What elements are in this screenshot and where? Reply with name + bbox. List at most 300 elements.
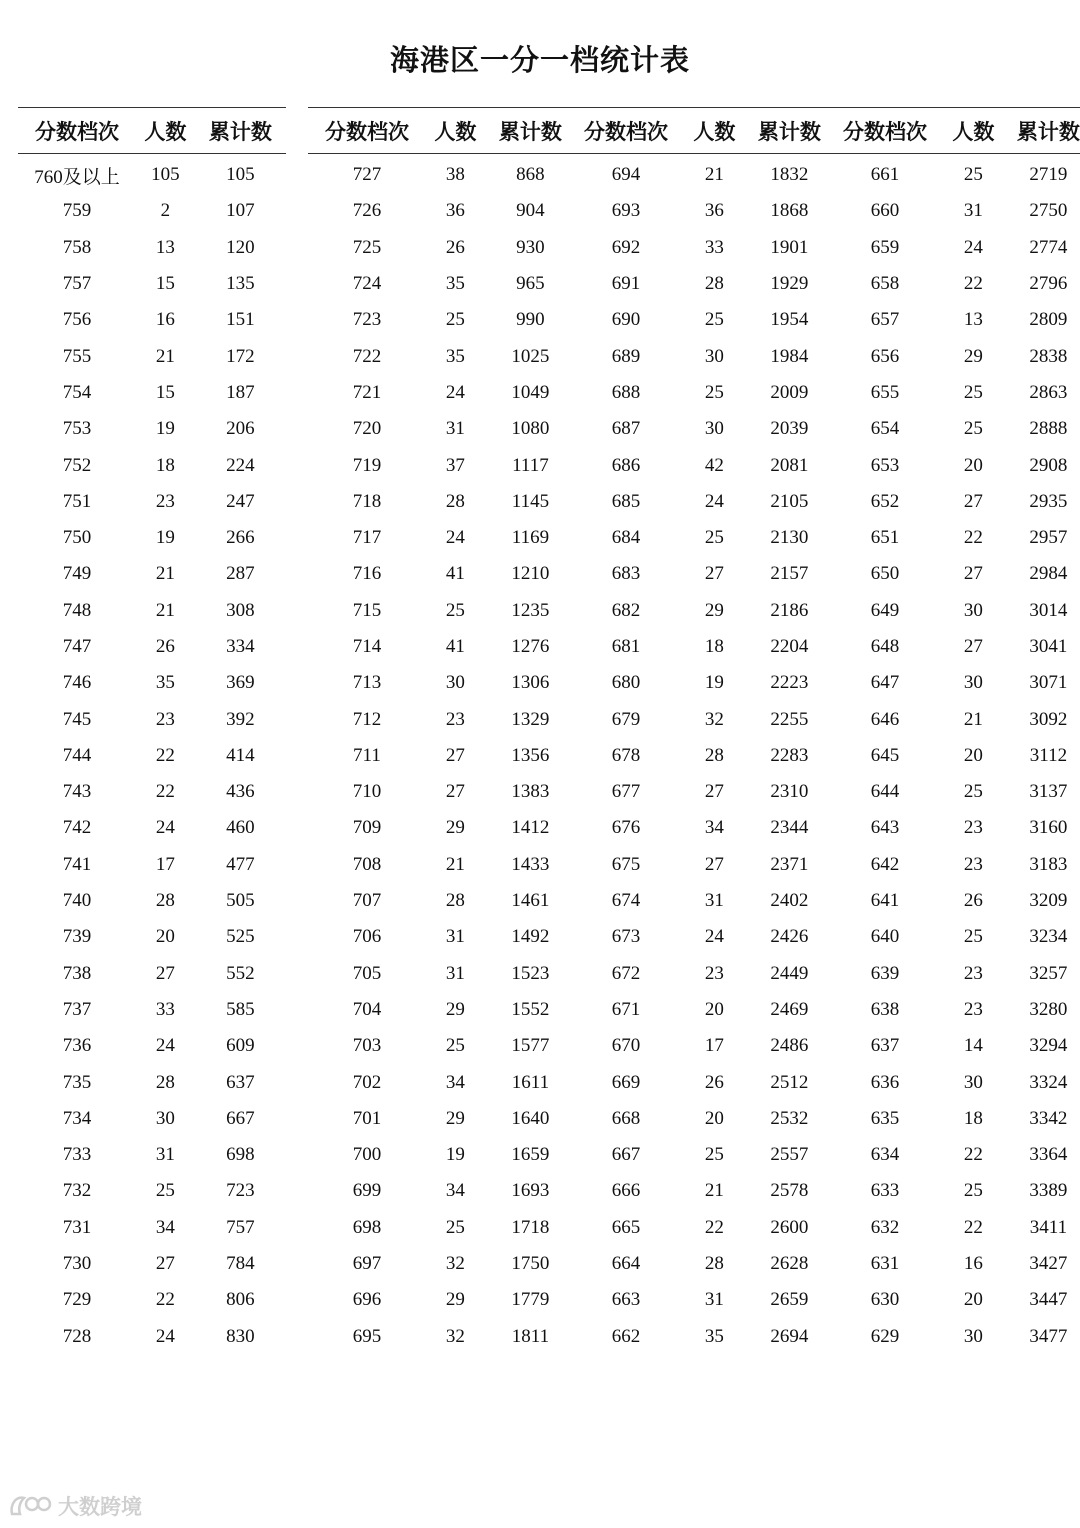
count-header: 人数 [944,108,1003,154]
count-cell: 25 [963,381,983,403]
table-row [826,338,1080,374]
cumulative-cell: 904 [516,200,545,222]
cumulative-cell: 1640 [511,1107,550,1129]
score-cell: 759 [62,200,92,222]
cumulative-cell: 3389 [1029,1180,1068,1202]
table-row [308,593,576,629]
table-row [18,154,286,194]
cumulative-cell: 2796 [1029,273,1068,295]
count-cell: 22 [963,273,983,295]
table-row [18,810,286,846]
cumulative-cell: 187 [226,381,255,403]
score-cell: 653 [870,454,900,476]
table-row [308,774,576,810]
score-cell: 738 [62,962,92,984]
cumulative-cell: 3280 [1029,998,1068,1020]
score-cell: 697 [352,1253,382,1275]
table-row [826,665,1080,701]
table-row [567,1210,835,1246]
score-cell: 740 [62,890,92,912]
score-cell: 662 [611,1325,641,1347]
count-cell: 14 [963,1035,983,1057]
count-cell: 25 [963,418,983,440]
count-cell: 20 [704,1107,724,1129]
cumulative-cell: 2863 [1029,381,1068,403]
cumulative-cell: 2371 [770,853,809,875]
table-row [567,154,835,194]
cumulative-cell: 505 [226,890,255,912]
table-row [18,1101,286,1137]
count-cell: 30 [704,345,724,367]
score-table-block-3 [567,107,835,1355]
table-row [18,701,286,737]
cumulative-cell: 2957 [1029,527,1068,549]
score-cell: 680 [611,672,641,694]
table-row [826,556,1080,592]
cumulative-cell: 2449 [770,962,809,984]
cumulative-cell: 1049 [511,381,550,403]
score-cell: 634 [870,1144,900,1166]
score-cell: 672 [611,962,641,984]
score-cell: 684 [611,527,641,549]
cumulative-cell: 1169 [511,527,550,549]
score-cell: 638 [870,998,900,1020]
table-row [308,738,576,774]
count-cell: 18 [704,636,724,657]
score-cell: 692 [611,236,641,258]
score-cell: 654 [870,418,900,440]
score-cell: 689 [611,345,641,367]
cumulative-cell: 3477 [1029,1325,1068,1347]
count-cell: 18 [155,454,175,476]
table-row [567,1101,835,1137]
table-row [18,629,286,665]
score-table-block-4 [826,107,1080,1355]
count-cell: 30 [155,1107,175,1129]
table-row [18,447,286,483]
watermark [8,1490,142,1522]
score-cell: 720 [352,418,382,440]
score-cell: 711 [353,744,381,766]
table-row [826,154,1080,194]
score-cell: 656 [870,345,900,367]
count-cell: 33 [704,236,724,258]
table-row [826,1028,1080,1064]
table-row [826,992,1080,1028]
score-cell: 647 [870,672,900,694]
cumulative-cell: 1235 [511,599,550,621]
count-cell: 25 [155,1180,175,1202]
score-table-block-1 [18,107,286,1355]
cumulative-cell: 3014 [1029,599,1068,621]
table-row [308,1282,576,1318]
score-cell: 636 [870,1071,900,1093]
table-row [308,810,576,846]
score-cell: 707 [352,890,382,912]
cumulative-cell: 2532 [770,1107,809,1129]
score-cell: 742 [62,817,92,839]
count-cell: 28 [155,890,175,912]
table-row [567,338,835,374]
cumulative-cell: 965 [516,273,545,295]
score-cell: 745 [62,708,92,730]
count-cell: 23 [963,853,983,875]
count-cell: 25 [704,527,724,549]
cumulative-cell: 2039 [770,418,809,440]
count-cell: 31 [963,200,983,222]
score-cell: 675 [611,853,641,875]
score-cell: 642 [870,853,900,875]
table-row [567,447,835,483]
score-cell: 648 [870,636,900,657]
count-cell: 31 [704,890,724,912]
score-cell: 710 [352,781,382,803]
table-row [567,847,835,883]
cumulative-cell: 369 [226,672,255,694]
score-cell: 708 [352,853,382,875]
cumulative-cell: 224 [226,454,255,476]
count-cell: 29 [445,1289,465,1311]
cumulative-cell: 135 [226,273,255,295]
table-row [308,1246,576,1282]
table-row [826,1210,1080,1246]
count-cell: 27 [704,853,724,875]
score-cell: 676 [611,817,641,839]
score-cell: 743 [62,781,92,803]
cumulative-header: 累计数 [485,108,576,154]
cumulative-cell: 2255 [770,708,809,730]
score-cell: 674 [611,890,641,912]
score-cell: 754 [62,381,92,403]
cumulative-header: 累计数 [1003,108,1080,154]
score-cell: 726 [352,200,382,222]
score-cell: 703 [352,1035,382,1057]
score-cell: 731 [62,1216,92,1238]
table-row [567,593,835,629]
count-cell: 16 [963,1253,983,1275]
table-row [18,375,286,411]
count-cell: 27 [445,744,465,766]
table-row [18,556,286,592]
count-cell: 31 [445,418,465,440]
cumulative-cell: 552 [226,962,255,984]
score-cell: 663 [611,1289,641,1311]
count-cell: 17 [704,1035,724,1057]
count-cell: 21 [155,599,175,621]
score-table [567,107,835,1355]
score-cell: 734 [62,1107,92,1129]
score-cell: 641 [870,890,900,912]
score-cell: 737 [62,998,92,1020]
table-row [826,1319,1080,1355]
count-cell: 26 [155,636,175,657]
score-cell: 723 [352,309,382,331]
count-cell: 2 [160,200,171,222]
score-cell: 667 [611,1144,641,1166]
cumulative-cell: 266 [226,527,255,549]
cumulative-cell: 2081 [770,454,809,476]
count-cell: 15 [155,381,175,403]
table-row [567,919,835,955]
cumulative-cell: 2628 [770,1253,809,1275]
table-row [18,1137,286,1173]
score-cell: 673 [611,926,641,948]
cumulative-cell: 3209 [1029,890,1068,912]
count-cell: 20 [704,998,724,1020]
count-cell: 37 [445,454,465,476]
count-cell: 23 [963,998,983,1020]
table-header-row [18,108,286,154]
table-row [308,883,576,919]
cumulative-cell: 2935 [1029,490,1068,512]
count-cell: 23 [155,708,175,730]
score-cell: 640 [870,926,900,948]
table-row [18,193,286,229]
cumulative-cell: 3342 [1029,1107,1068,1129]
score-cell: 709 [352,817,382,839]
cumulative-cell: 120 [226,236,255,258]
score-cell: 646 [870,708,900,730]
count-cell: 22 [963,1144,983,1166]
count-cell: 22 [155,744,175,766]
table-row [308,1064,576,1100]
count-cell: 35 [445,273,465,295]
cumulative-cell: 2130 [770,527,809,549]
score-cell: 651 [870,527,900,549]
count-cell: 41 [445,563,465,585]
table-row [308,302,576,338]
score-cell: 688 [611,381,641,403]
count-cell: 25 [445,1216,465,1238]
count-cell: 19 [155,527,175,549]
score-cell: 683 [611,563,641,585]
count-cell: 32 [704,708,724,730]
cumulative-cell: 308 [226,599,255,621]
score-cell: 736 [62,1035,92,1057]
cumulative-cell: 868 [516,164,545,186]
score-cell: 686 [611,454,641,476]
cumulative-cell: 460 [226,817,255,839]
score-cell: 659 [870,236,900,258]
count-cell: 21 [155,563,175,585]
cumulative-cell: 334 [226,636,255,657]
count-cell: 25 [963,926,983,948]
table-row [18,738,286,774]
count-cell: 28 [704,744,724,766]
score-cell: 652 [870,490,900,512]
cumulative-cell: 3112 [1029,744,1068,766]
count-cell: 31 [704,1289,724,1311]
count-cell: 19 [445,1144,465,1166]
count-cell: 22 [704,1216,724,1238]
table-row [567,701,835,737]
page-title: 海港区一分一档统计表 [389,43,690,77]
score-cell: 719 [352,454,382,476]
cumulative-cell: 105 [226,164,255,186]
score-cell: 679 [611,708,641,730]
count-header: 人数 [426,108,485,154]
cumulative-cell: 2659 [770,1289,809,1311]
score-level-header: 分数档次 [18,108,136,154]
table-row [567,738,835,774]
count-cell: 30 [963,1071,983,1093]
score-cell: 699 [352,1180,382,1202]
score-cell: 706 [352,926,382,948]
table-row [308,193,576,229]
cumulative-cell: 1080 [511,418,550,440]
score-table-block-2 [308,107,576,1355]
cumulative-cell: 1552 [511,998,550,1020]
table-row [567,992,835,1028]
cumulative-cell: 477 [226,853,255,875]
score-cell: 744 [62,744,92,766]
cumulative-cell: 1356 [511,744,550,766]
count-cell: 25 [963,1180,983,1202]
score-cell: 751 [62,490,92,512]
count-cell: 41 [445,636,465,657]
count-cell: 28 [155,1071,175,1093]
table-row [826,1246,1080,1282]
score-cell: 696 [352,1289,382,1311]
count-cell: 26 [704,1071,724,1093]
table-row [308,1137,576,1173]
score-cell: 714 [352,636,382,657]
count-cell: 25 [963,164,983,186]
table-row [18,774,286,810]
score-cell: 670 [611,1035,641,1057]
score-cell: 757 [62,273,92,295]
table-row [567,665,835,701]
count-cell: 28 [445,490,465,512]
score-cell: 629 [870,1325,900,1347]
score-cell: 705 [352,962,382,984]
count-cell: 35 [704,1325,724,1347]
cumulative-cell: 2809 [1029,309,1068,331]
count-cell: 24 [155,1035,175,1057]
table-row [308,665,576,701]
table-row [826,1173,1080,1209]
count-cell: 105 [151,164,180,186]
score-cell: 716 [352,563,382,585]
table-row [826,774,1080,810]
table-row [308,629,576,665]
cumulative-cell: 525 [226,926,255,948]
score-cell: 687 [611,418,641,440]
score-cell: 637 [870,1035,900,1057]
table-row [826,302,1080,338]
count-cell: 35 [155,672,175,694]
count-cell: 24 [704,490,724,512]
cumulative-cell: 2908 [1029,454,1068,476]
table-row [567,375,835,411]
cumulative-cell: 1832 [770,164,809,186]
score-cell: 657 [870,309,900,331]
count-cell: 26 [963,890,983,912]
count-cell: 24 [155,1325,175,1347]
cumulative-cell: 2009 [770,381,809,403]
score-cell: 694 [611,164,641,186]
count-cell: 20 [963,454,983,476]
cumulative-cell: 723 [226,1180,255,1202]
score-table [308,107,576,1355]
cumulative-cell: 2694 [770,1325,809,1347]
score-cell: 701 [352,1107,382,1129]
score-cell: 700 [352,1144,382,1166]
count-cell: 13 [155,236,175,258]
score-cell: 735 [62,1071,92,1093]
score-cell: 631 [870,1253,900,1275]
table-row [18,992,286,1028]
count-cell: 25 [704,381,724,403]
count-cell: 34 [704,817,724,839]
count-cell: 30 [963,1325,983,1347]
cumulative-cell: 830 [226,1325,255,1347]
table-row [826,956,1080,992]
score-cell: 682 [611,599,641,621]
table-row [308,556,576,592]
cumulative-cell: 2157 [770,563,809,585]
cumulative-header: 累计数 [744,108,835,154]
score-cell: 633 [870,1180,900,1202]
table-row [308,338,576,374]
cumulative-cell: 698 [226,1144,255,1166]
table-row [18,1028,286,1064]
table-row [308,1028,576,1064]
cumulative-cell: 1433 [511,853,550,875]
table-row [308,992,576,1028]
table-row [826,810,1080,846]
table-row [567,1246,835,1282]
cumulative-cell: 2600 [770,1216,809,1238]
table-row [567,810,835,846]
cumulative-cell: 1718 [511,1216,550,1238]
cumulative-cell: 1779 [511,1289,550,1311]
count-cell: 23 [445,708,465,730]
count-cell: 18 [963,1107,983,1129]
table-row [826,266,1080,302]
score-cell: 649 [870,599,900,621]
table-row [18,956,286,992]
table-row [826,629,1080,665]
cumulative-cell: 2105 [770,490,809,512]
brand-logo-icon [8,1492,52,1520]
table-row [567,302,835,338]
count-cell: 22 [963,527,983,549]
table-row [308,1210,576,1246]
score-cell: 724 [352,273,382,295]
count-cell: 34 [445,1180,465,1202]
table-row [826,701,1080,737]
count-cell: 25 [963,781,983,803]
table-row [826,411,1080,447]
cumulative-cell: 1210 [511,563,550,585]
count-cell: 36 [445,200,465,222]
cumulative-cell: 1412 [511,817,550,839]
count-cell: 34 [155,1216,175,1238]
cumulative-cell: 436 [226,781,255,803]
table-row [567,266,835,302]
score-cell: 665 [611,1216,641,1238]
cumulative-cell: 2578 [770,1180,809,1202]
table-row [826,919,1080,955]
cumulative-cell: 930 [516,236,545,258]
count-cell: 28 [704,1253,724,1275]
score-table [826,107,1080,1355]
score-cell: 635 [870,1107,900,1129]
score-cell: 730 [62,1253,92,1275]
cumulative-cell: 3364 [1029,1144,1068,1166]
count-header: 人数 [136,108,195,154]
